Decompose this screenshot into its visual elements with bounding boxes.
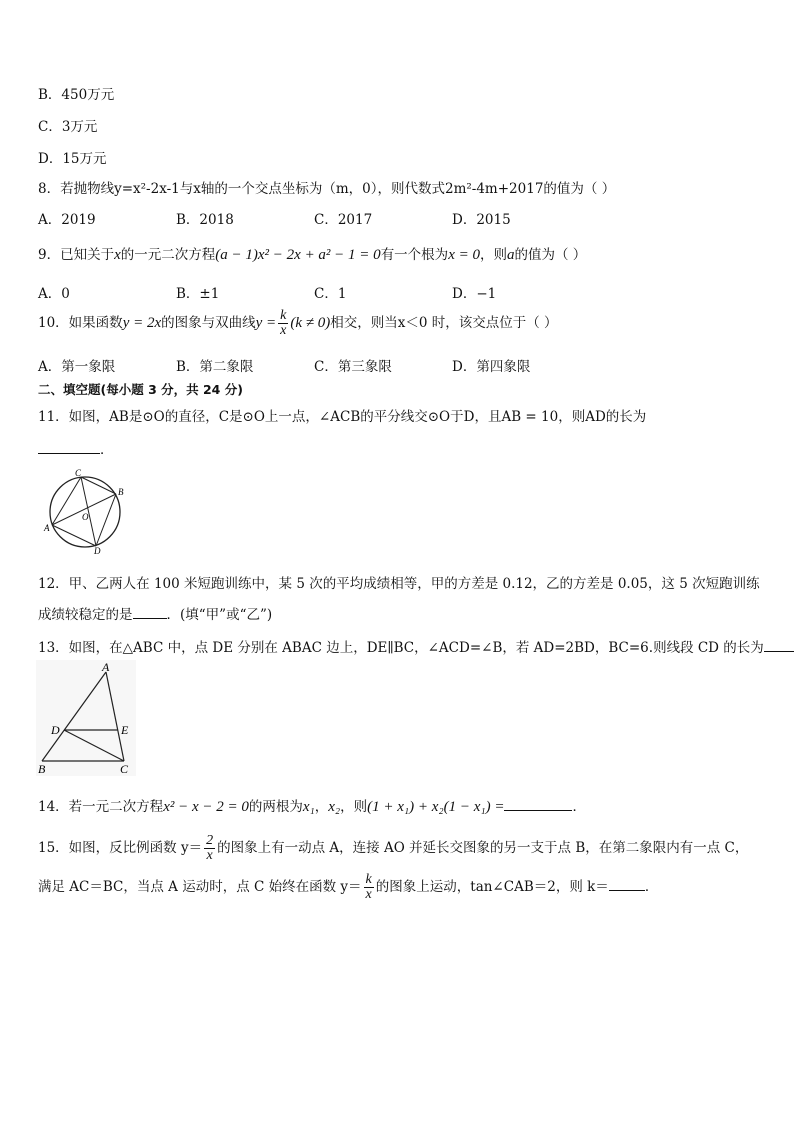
q11-answer-line: ． xyxy=(38,438,114,458)
q15-fraction-2: $\frac{k}{x}$ xyxy=(365,872,372,902)
q14-question: 14．若一元二次方程x² − x − 2 = 0的两根为x₁，x₂，则(1 + x₁) + x₂(1 − x₁) = ． xyxy=(38,799,586,815)
label-o: O xyxy=(82,512,89,522)
q8-option-a: A．2019 xyxy=(38,212,96,228)
label-b: B xyxy=(118,487,124,497)
label-d: D xyxy=(51,723,60,737)
q11-question: 11．如图，AB是⊙O的直径，C是⊙O上一点，∠ACB的平分线交⊙O于D，且AB = 10，则AD的长为 xyxy=(38,409,647,425)
q8-option-c: C．2017 xyxy=(314,212,373,228)
q10-fraction: $\frac{k}{x}$ xyxy=(280,308,287,338)
q10-option-c: C．第三象限 xyxy=(314,359,392,375)
q11-circle-figure xyxy=(38,468,130,554)
label-e: E xyxy=(121,723,129,737)
q14-blank xyxy=(504,798,572,811)
section-heading: 二、填空题(每小题 3 分，共 24 分) xyxy=(38,382,243,397)
figure-background xyxy=(36,660,136,776)
q12-question-line1: 12．甲、乙两人在 100 米短跑训练中，某 5 次的平均成绩相等，甲的方差是 0.12，乙的方差是 0.05，这 5 次短跑训练 xyxy=(38,576,760,592)
q13-blank xyxy=(764,639,794,652)
q8-question: 8．若抛物线y=x²-2x-1与x轴的一个交点坐标为（m，0），则代数式2m²-4m+2017的值为（ ） xyxy=(38,181,616,197)
q15-question-line2: 满足 AC＝BC，当点 A 运动时，点 C 始终在函数 y＝ $\frac{k}{x}$ 的图象上运动，tan∠CAB＝2，则 k＝ ． xyxy=(38,872,659,902)
label-a: A xyxy=(102,660,110,674)
q10-option-d: D．第四象限 xyxy=(452,359,531,375)
label-a: A xyxy=(44,523,50,533)
q9-option-c: C．1 xyxy=(314,286,347,302)
q9-option-b: B．±1 xyxy=(176,286,220,302)
q9-option-d: D．−1 xyxy=(452,286,497,302)
q15-blank xyxy=(609,878,645,891)
label-c: C xyxy=(120,762,129,776)
label-d: D xyxy=(94,546,101,554)
q7-option-d: D．15万元 xyxy=(38,151,107,167)
q15-question-line1: 15．如图，反比例函数 y＝ $\frac{2}{x}$ 的图象上有一动点 A，连接 AO 并延长交图象的另一支于点 B，在第二象限内有一点 C， xyxy=(38,833,749,863)
q13-triangle-figure xyxy=(36,660,136,776)
q10-option-a: A．第一象限 xyxy=(38,359,116,375)
q8-option-b: B．2018 xyxy=(176,212,234,228)
q10-option-b: B．第二象限 xyxy=(176,359,254,375)
q15-fraction-1: $\frac{2}{x}$ xyxy=(206,833,214,863)
q10-question: 10．如果函数y = 2x的图象与双曲线y = $\frac{k}{x}$ (k ≠ 0)相交，则当x＜0 时，该交点位于（ ） xyxy=(38,308,558,338)
q7-option-c: C．3万元 xyxy=(38,119,98,135)
q9-option-a: A．0 xyxy=(38,286,70,302)
q12-question-line2: 成绩较稳定的是 ．(填“甲”或“乙”) xyxy=(38,607,273,623)
q7-option-b: B．450万元 xyxy=(38,87,115,103)
q13-question: 13．如图，在△ABC 中，点 DE 分别在 ABAC 边上，DE∥BC，∠ACD=∠B，若 AD=2BD，BC=6.则线段 CD 的长为 xyxy=(38,636,794,656)
label-b: B xyxy=(38,762,46,776)
q11-blank xyxy=(38,441,100,454)
q9-equation: (a − 1)x² − 2x + a² − 1 = 0 xyxy=(215,247,381,263)
q8-option-d: D．2015 xyxy=(452,212,511,228)
q9-question: 9．已知关于x的一元二次方程(a − 1)x² − 2x + a² − 1 = 0有一个根为x = 0，则a的值为（ ） xyxy=(38,247,587,263)
q12-blank xyxy=(133,606,167,619)
label-c: C xyxy=(75,468,82,478)
